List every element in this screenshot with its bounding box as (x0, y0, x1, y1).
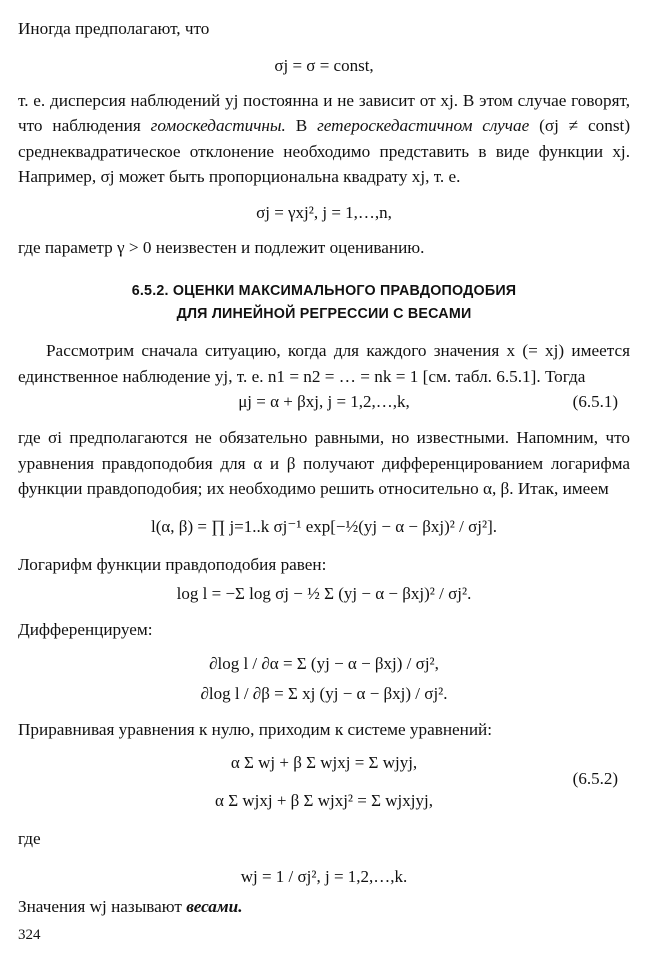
paragraph-weights-named (18, 894, 630, 920)
formula-log-likelihood: log l = −Σ log σj − ½ Σ (yj − α − βxj)² / σj². (176, 584, 472, 603)
section-heading (18, 280, 630, 326)
page-number: 324 (18, 927, 41, 943)
paragraph-text: Значения wj называют (18, 896, 182, 916)
formula-system-line-2: α Σ wjxj + β Σ wjxj² = Σ wjxjyj, (215, 791, 433, 810)
paragraph-homoscedastic (18, 88, 630, 190)
formula-mu: μj = α + βxj, j = 1,2,…,k, (238, 392, 410, 411)
paragraph-text: В (295, 116, 308, 135)
formula-weights: wj = 1 / σj², j = 1,2,…,k. (240, 866, 408, 886)
formula-likelihood: l(α, β) = ∏ j=1..k σj⁻¹ exp[−½(yj − α − βxj)² / σj²]. (151, 516, 497, 536)
term-weights: весами. (186, 896, 243, 916)
paragraph-text: (σj ≠ const) среднеквадратическое отклонение необходимо представить в виде функции xj. Например, σj может быть пропорциональна квадрату xj, т. е. (18, 116, 631, 186)
section-heading-line-1: 6.5.2. ОЦЕНКИ МАКСИМАЛЬНОГО ПРАВДОПОДОБИЯ (131, 283, 517, 299)
paragraph-likelihood-equations: где σi предполагаются не обязательно равными, но известными. Напомним, что уравнения правдоподобия для α и β получают дифференцированием логарифма функции правдоподобия; их необходимо решить относительно α, β. Итак, имеем (18, 428, 630, 498)
formula-sigma-gamma: σj = γxj², j = 1,…,n, (256, 202, 392, 222)
paragraph-text: т. е. дисперсия наблюдений yj постоянна и не зависит от xj. В этом случае говорят, что наблюдения (18, 90, 630, 135)
equation-6-5-1 (18, 389, 630, 415)
paragraph-log-likelihood: Логарифм функции правдоподобия равен: (18, 554, 327, 574)
equation-number: (6.5.1) (572, 392, 618, 411)
paragraph-differentiate: Дифференцируем: (18, 620, 153, 639)
word-where: где (18, 829, 41, 848)
formula-derivative-beta: ∂log l / ∂β = Σ xj (yj − α − βxj) / σj². (200, 683, 448, 703)
equation-6-5-2 (18, 750, 630, 814)
formula-derivative-alpha: ∂log l / ∂α = Σ (yj − α − βxj) / σj², (209, 653, 439, 673)
formula-sigma-constant: σj = σ = const, (274, 55, 374, 75)
term-homoscedastic: гомоскедастичны. (150, 116, 286, 135)
formula-system-line-1: α Σ wj + β Σ wjxj = Σ wjyj, (230, 753, 418, 772)
paragraph-gamma-unknown: где параметр γ > 0 неизвестен и подлежит оцениванию. (18, 237, 425, 257)
intro-line: Иногда предполагают, что (18, 19, 210, 38)
term-heteroscedastic: гетероскедастичном случае (317, 116, 530, 135)
paragraph-single-observation: Рассмотрим сначала ситуацию, когда для каждого значения x (= xj) имеется единственное наблюдение yj, т. е. n1 = n2 = … = nk = 1 [см. табл. 6.5.1]. Тогда (18, 341, 630, 386)
book-page (18, 12, 630, 945)
equation-number: (6.5.2) (572, 769, 618, 788)
section-heading-line-2: ДЛЯ ЛИНЕЙНОЙ РЕГРЕССИИ С ВЕСАМИ (176, 306, 472, 322)
paragraph-system: Приравнивая уравнения к нулю, приходим к системе уравнений: (18, 719, 493, 739)
